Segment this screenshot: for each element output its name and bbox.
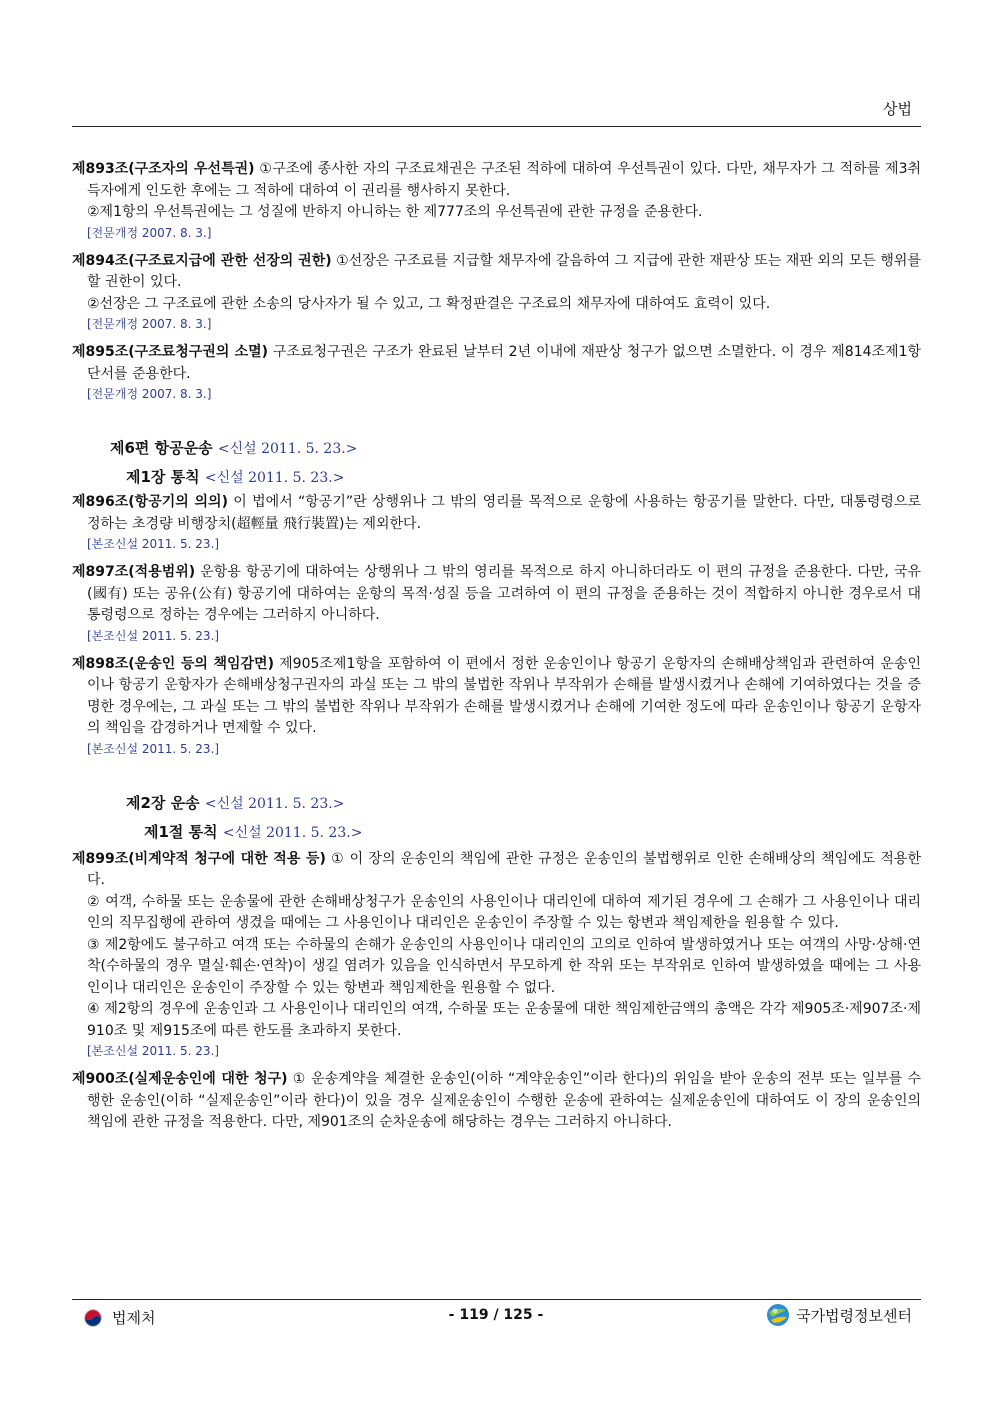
- part-amend-tag: <신설 2011. 5. 23.>: [217, 441, 358, 457]
- footer-divider: [72, 1299, 921, 1300]
- article-group-1: [72, 159, 921, 404]
- chapter-heading-2: 제2장 운송 <신설 2011. 5. 23.>: [126, 793, 345, 812]
- article-first-paragraph: [72, 492, 921, 535]
- article: [72, 159, 921, 243]
- amendment-note: [본조신설 2011. 5. 23.]: [87, 628, 220, 643]
- article: [72, 251, 921, 335]
- article-first-paragraph: [72, 1069, 921, 1134]
- section-amend-tag: <신설 2011. 5. 23.>: [222, 824, 363, 841]
- article: [72, 654, 921, 759]
- article-paragraph: ② 여객, 수하물 또는 운송물에 관한 손해배상청구가 운송인의 사용인이나 대리인에 대하여 제기된 경우에 그 손해가 그 사용인이나 대리인의 직무집행에 관하여 생겼을 때에는 그 사용인이나 대리인은 운송인이 주장할 수 있는 항변과 책임제한을 원용할 수 있다.: [87, 893, 921, 931]
- law-center-globe-icon: [766, 1303, 790, 1327]
- article-heading: 제899조(비계약적 청구에 대한 적용 등): [72, 850, 326, 867]
- article-first-paragraph: [72, 654, 921, 740]
- header-divider: [72, 126, 921, 127]
- article-paragraph: ②선장은 그 구조료에 관한 소송의 당사자가 될 수 있고, 그 확정판결은 구조료의 채무자에 대하여도 효력이 있다.: [87, 295, 771, 312]
- article-first-paragraph: [72, 251, 921, 294]
- article-text: 구조료청구권은 구조가 완료된 날부터 2년 이내에 재판상 청구가 없으면 소멸한다. 이 경우 제814조제1항 단서를 준용한다.: [87, 344, 921, 382]
- amendment-note: [본조신설 2011. 5. 23.]: [87, 537, 220, 551]
- article-heading: 제894조(구조료지급에 관한 선장의 권한): [72, 252, 332, 269]
- article-paragraph: ③ 제2항에도 불구하고 여객 또는 수하물의 손해가 운송인의 사용인이나 대리인의 고의로 인하여 발생하였거나 또는 여객의 사망·상해·연착(수하물의 경우 멸실·훼손·연착)이 생길 염려가 있음을 인식하면서 무모하게 한 작위 또는 부작위로 인하여 발생하였을 때에는 그 사용인이나 대리인은 운송인이 주장할 수 있는 항변과 책임제한을 원용할 수 없다.: [87, 936, 921, 996]
- article-heading: 제897조(적용범위): [72, 564, 196, 580]
- footer-right: [766, 1303, 912, 1327]
- chapter-heading-1: 제1장 통칙 <신설 2011. 5. 23.>: [126, 468, 345, 486]
- article-first-paragraph: [72, 849, 921, 892]
- article-first-paragraph: [72, 342, 921, 385]
- article-text: 이 법에서 “항공기”란 상행위나 그 밖의 영리를 목적으로 운항에 사용하는 항공기를 말한다. 다만, 대통령령으로 정하는 초경량 비행장치(超輕量 飛行裝置)는 제외한다.: [87, 494, 921, 532]
- footer-org-name: 법제처: [112, 1309, 156, 1327]
- article-heading: 제898조(운송인 등의 책임감면): [72, 655, 274, 672]
- article: [72, 342, 921, 404]
- article-text: ①구조에 종사한 자의 구조료채권은 구조된 적하에 대하여 우선특권이 있다. 다만, 채무자가 그 적하를 제3취득자에게 인도한 후에는 그 적하에 대하여 이 권리를 행사하지 못한다.: [87, 161, 922, 199]
- article: [72, 849, 921, 1062]
- article: [72, 562, 921, 646]
- amendment-note: [전문개정 2007. 8. 3.]: [87, 387, 212, 401]
- article-first-paragraph: [72, 159, 921, 202]
- part-heading: 제6편 항공운송 <신설 2011. 5. 23.>: [110, 439, 358, 457]
- article-text: ① 이 장의 운송인의 책임에 관한 규정은 운송인의 불법행위로 인한 손해배상의 책임에도 적용한다.: [87, 850, 921, 888]
- footer-center-name: 국가법령정보센터: [796, 1306, 912, 1325]
- amendment-note: [전문개정 2007. 8. 3.]: [87, 225, 212, 240]
- article-heading: 제895조(구조료청구권의 소멸): [72, 344, 269, 360]
- article-first-paragraph: [72, 562, 921, 627]
- amendment-note: [본조신설 2011. 5. 23.]: [87, 741, 220, 756]
- amendment-note: [본조신설 2011. 5. 23.]: [87, 1044, 220, 1058]
- article-text: ① 운송계약을 체결한 운송인(이하 “계약운송인”이라 한다)의 위임을 받아 운송의 전부 또는 일부를 수행한 운송인(이하 “실제운송인”이라 한다)이 있을 경우 실제운송인이 수행한 운송에 관하여는 실제운송인에 대하여도 이 장의 운송인의 책임에 관한 규정을 적용한다. 다만, 제901조의 순차운송에 해당하는 경우는 그러하지 아니하다.: [87, 1071, 921, 1130]
- page-number: - 119 / 125 -: [448, 1307, 544, 1323]
- article-group-2: [72, 492, 921, 759]
- section-heading: 제1절 통칙 <신설 2011. 5. 23.>: [144, 822, 363, 841]
- article-heading: 제896조(항공기의 의의): [72, 494, 228, 510]
- chapter-amend-tag: <신설 2011. 5. 23.>: [204, 795, 345, 812]
- article-group-3: [72, 849, 921, 1134]
- article-heading: 제893조(구조자의 우선특권): [72, 161, 255, 177]
- chapter-amend-tag: <신설 2011. 5. 23.>: [204, 470, 345, 486]
- amendment-note: [전문개정 2007. 8. 3.]: [87, 317, 212, 331]
- article-text: 운항용 항공기에 대하여는 상행위나 그 밖의 영리를 목적으로 하지 아니하더라도 이 편의 규정을 준용한다. 다만, 국유(國有) 또는 공유(公有) 항공기에 대하여는 운항의 목적·성질 등을 고려하여 이 편의 규정을 준용하는 것이 적합하지 아니한 경우로서 대통령령으로 정하는 경우에는 그러하지 아니하다.: [87, 564, 922, 623]
- page-header-title: 상법: [883, 100, 912, 118]
- document-body: [72, 159, 921, 1142]
- article-heading: 제900조(실제운송인에 대한 청구): [72, 1071, 288, 1087]
- article: [72, 1069, 921, 1134]
- article-text: 제905조제1항을 포함하여 이 편에서 정한 운송인이나 항공기 운항자의 손해배상책임과 관련하여 운송인이나 항공기 운항자가 손해배상청구권자의 과실 또는 그 밖의 불법한 작위나 부작위가 손해를 발생시켰거나 손해에 기여하였다는 것을 증명한 경우에는, 그 과실 또는 그 밖의 불법한 작위나 부작위가 손해를 발생시켰거나 손해에 기여한 정도에 따라 운송인이나 항공기 운항자의 책임을 감경하거나 면제할 수 있다.: [87, 655, 921, 736]
- article-paragraph: ④ 제2항의 경우에 운송인과 그 사용인이나 대리인의 여객, 수하물 또는 운송물에 대한 책임제한금액의 총액은 각각 제905조·제907조·제910조 및 제915조에 따른 한도를 초과하지 못한다.: [87, 1001, 921, 1039]
- article: [72, 492, 921, 554]
- article-text: ①선장은 구조료를 지급할 채무자에 갈음하여 그 지급에 관한 재판상 또는 재판 외의 모든 행위를 할 권한이 있다.: [87, 252, 921, 290]
- article-paragraph: ②제1항의 우선특권에는 그 성질에 반하지 아니하는 한 제777조의 우선특권에 관한 규정을 준용한다.: [87, 204, 703, 220]
